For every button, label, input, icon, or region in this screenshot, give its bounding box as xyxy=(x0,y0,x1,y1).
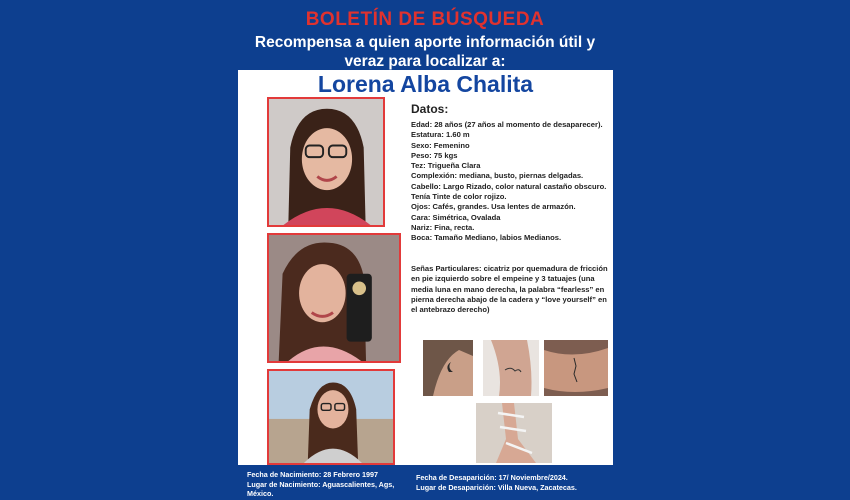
bulletin-title: BOLETÍN DE BÚSQUEDA xyxy=(305,9,545,30)
datos-item-tez: Tez: Trigueña Clara xyxy=(411,161,481,171)
person-name: Lorena Alba Chalita xyxy=(317,71,534,97)
datos-item-estatura: Estatura: 1.60 m xyxy=(411,130,470,140)
datos-item-edad: Edad: 28 años (27 años al momento de desaparecer). xyxy=(411,120,603,129)
datos-item-peso: Peso: 75 kgs xyxy=(411,150,458,160)
missing-person-card xyxy=(238,70,613,465)
birth-place: Lugar de Nacimiento: Aguascalientes, Ags, México. xyxy=(247,479,395,498)
senas-particulares: Señas Particulares: cicatriz por quemadura de fricción en pie izquierdo sobre el empeine y 3 tatuajes (una media luna en mano derecha, la palabra “fearless” en pierna derecha abajo de la cadera y “love yourself” en el antebrazo derecho) xyxy=(411,264,608,315)
reward-subtitle-line2: veraz para localizar a: xyxy=(344,53,506,70)
datos-item-cabello: Cabello: Largo Rizado, color natural castaño obscuro. Tenía Tinte de color rojizo. xyxy=(411,181,607,202)
reward-subtitle-line1: Recompensa a quien aporte información útil y xyxy=(254,34,596,51)
datos-item-nariz: Nariz: Fina, recta. xyxy=(411,222,475,232)
tattoo-photo-love-yourself xyxy=(544,340,608,396)
disappearance-date: Fecha de Desaparición: 17/ Noviembre/2024. xyxy=(416,473,568,482)
birth-info xyxy=(247,470,412,499)
portrait-photo-1 xyxy=(267,97,385,227)
disappearance-info xyxy=(416,473,626,492)
datos-item-complexion: Complexión: mediana, busto, piernas delgadas. xyxy=(411,171,584,181)
datos-item-ojos: Ojos: Cafés, grandes. Usa lentes de armazón. xyxy=(411,202,576,212)
portrait-photo-3 xyxy=(267,369,395,465)
disappearance-place: Lugar de Desaparición: Villa Nueva, Zacatecas. xyxy=(416,482,577,492)
portrait-photo-2 xyxy=(267,233,401,363)
datos-list xyxy=(411,120,613,244)
scar-photo-foot xyxy=(476,403,552,463)
datos-item-sexo: Sexo: Femenino xyxy=(411,140,470,150)
datos-item-cara: Cara: Simétrica, Ovalada xyxy=(411,212,501,222)
datos-item-boca: Boca: Tamaño Mediano, labios Medianos. xyxy=(411,233,562,243)
birth-date: Fecha de Nacimiento: 28 Febrero 1997 xyxy=(247,470,379,479)
tattoo-photo-moon xyxy=(423,340,473,396)
tattoo-photo-fearless xyxy=(483,340,539,396)
datos-heading: Datos: xyxy=(411,102,449,116)
